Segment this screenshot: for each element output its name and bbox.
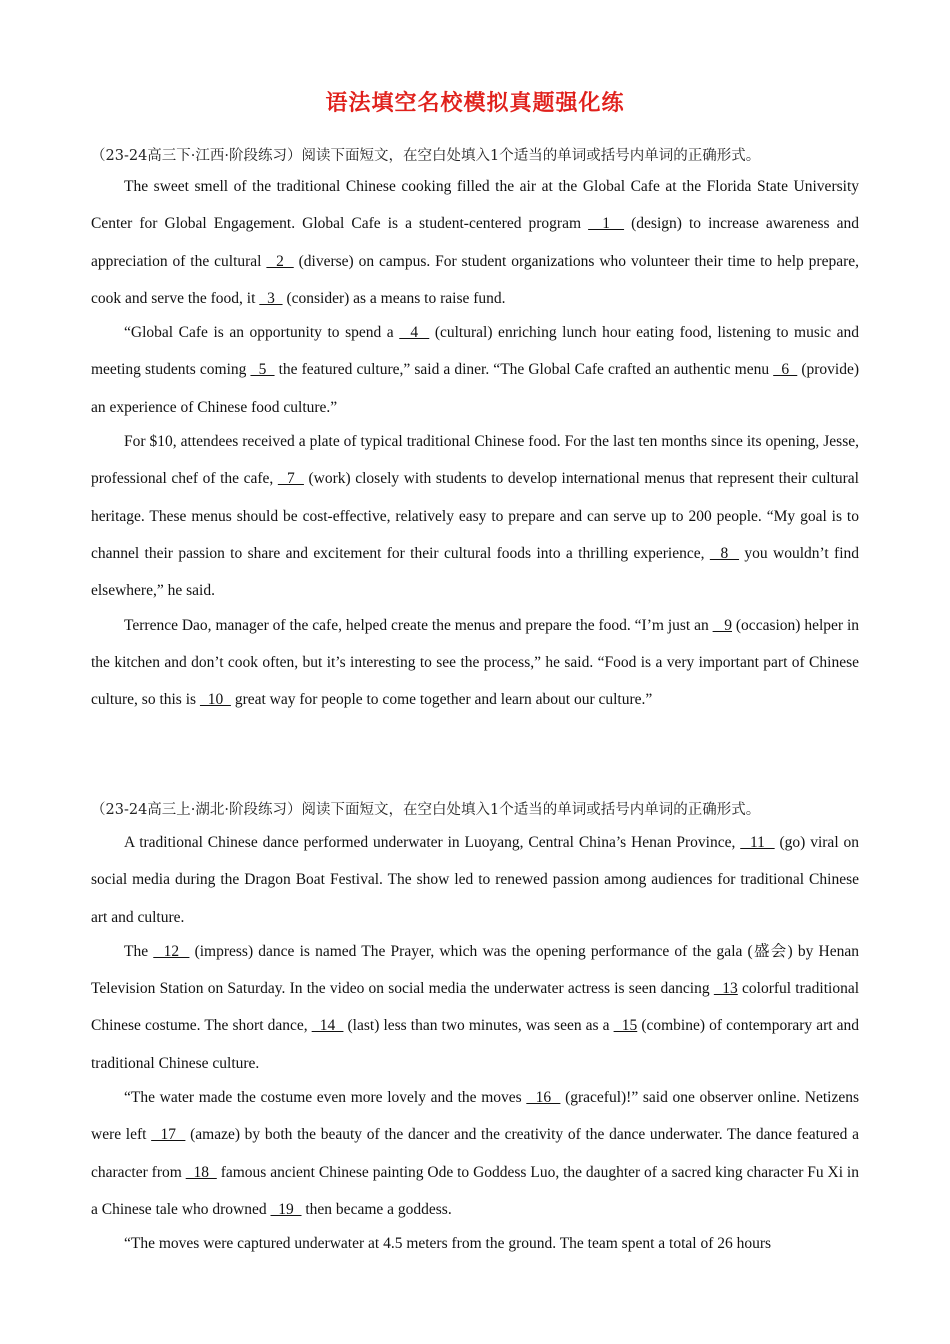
passage-paragraph	[91, 1225, 859, 1262]
passage-text: (consider) as a means to raise fund.	[282, 289, 506, 307]
passage-text: “Global Cafe is an opportunity to spend a	[124, 324, 400, 342]
passage-text: A traditional Chinese dance performed underwater in Luoyang, Central China’s Henan Province,	[124, 834, 741, 851]
passage-text: colorful traditional Chinese costume. The short dance,	[91, 980, 860, 1035]
section1-instruction: （23-24高三下·江西·阶段练习）阅读下面短文，在空白处填入1个适当的单词或括号内单词的正确形式。	[91, 148, 761, 164]
passage-text: (occasion) helper in the kitchen and don’t cook often, but it’s interesting to see the process,” he said. “Food is a very important part of Chinese culture, so this is	[91, 616, 859, 709]
passage-text: the featured culture,” said a diner. “The Global Cafe crafted an authentic menu	[274, 361, 774, 379]
passage-text: “The moves were captured underwater at 4.5 meters from the ground. The team spent a total of 26 hours	[124, 1235, 772, 1253]
passage-text: (work) closely with students to develop international menus that represent their cultural heritage. These menus should be cost-effective, relatively easy to prepare and can serve up to 200 people. “My goal is to channel their passion to share and excitement for their cultural foods into a thrilling experience,	[91, 470, 859, 562]
passage-paragraph	[91, 168, 859, 317]
passage-text: (design) to increase awareness and appreciation of the cultural	[91, 215, 860, 270]
passage-paragraph	[91, 607, 859, 719]
section2-instruction: （23-24高三上·湖北·阶段练习）阅读下面短文，在空白处填入1个适当的单词或括号内单词的正确形式。	[91, 802, 761, 818]
answer-blank: 10	[199, 691, 231, 709]
passage-paragraph	[91, 824, 859, 936]
answer-blank: 19	[270, 1200, 302, 1218]
passage-text: (go) viral on social media during the Dragon Boat Festival. The show led to renewed passion among audiences for traditional Chinese art and culture.	[91, 834, 859, 926]
passage-text: then became a goddess.	[301, 1200, 452, 1218]
passage-paragraph	[91, 1079, 859, 1228]
passage-text: (diverse) on campus. For student organizations who volunteer their time to help prepare, cook and serve the food, it	[91, 252, 860, 307]
passage-text: For $10, attendees received a plate of typical traditional Chinese food. For the last ten months since its opening, Jesse, professional chef of the cafe,	[91, 433, 859, 488]
passage-text: (last) less than two minutes, was seen as a	[343, 1017, 614, 1035]
passage-text: (cultural) enriching lunch hour eating food, listening to music and meeting students coming	[91, 324, 859, 379]
answer-blank: 17	[151, 1126, 186, 1144]
answer-blank: 13	[713, 980, 738, 998]
passage-paragraph	[91, 423, 859, 609]
passage-text: (combine) of contemporary art and traditional Chinese culture.	[91, 1017, 860, 1072]
passage-text: Terrence Dao, manager of the cafe, helped create the menus and prepare the food. “I’m just an	[124, 616, 713, 634]
passage-paragraph	[91, 933, 859, 1082]
answer-blank: 15	[613, 1017, 638, 1035]
answer-blank: 1	[588, 215, 625, 233]
answer-blank: 11	[740, 834, 775, 851]
passage-text: you wouldn’t find elsewhere,” he said.	[91, 544, 860, 600]
answer-blank: 18	[185, 1163, 217, 1181]
answer-blank: 9	[712, 616, 733, 634]
passage-text: great way for people to come together and learn about our culture.”	[230, 691, 653, 709]
answer-blank: 8	[709, 544, 740, 562]
passage-paragraph	[91, 314, 859, 426]
answer-blank: 2	[266, 252, 294, 270]
passage-text: (provide) an experience of Chinese food culture.”	[91, 361, 860, 416]
answer-blank: 14	[311, 1017, 344, 1035]
answer-blank: 3	[259, 289, 283, 307]
answer-blank: 5	[250, 361, 275, 379]
answer-blank: 4	[399, 324, 430, 342]
passage-text: famous ancient Chinese painting Ode to Goddess Luo, the daughter of a sacred king character Fu Xi in a Chinese tale who drowned	[91, 1163, 859, 1218]
passage-text: (impress) dance is named The Prayer, which was the opening performance of the gala (盛会) by Henan Television Station on Saturday. In the video on social media the underwater actress is seen dancing	[91, 942, 859, 998]
page-title: 语法填空名校模拟真题强化练	[325, 91, 625, 116]
section2-passage	[91, 824, 859, 1263]
passage-text: The	[124, 942, 154, 960]
section1-passage	[91, 168, 859, 718]
answer-blank: 6	[773, 361, 798, 379]
answer-blank: 16	[526, 1089, 561, 1107]
answer-blank: 7	[277, 470, 304, 488]
passage-text: “The water made the costume even more lovely and the moves	[124, 1089, 527, 1107]
answer-blank: 12	[153, 942, 190, 960]
passage-text: (graceful)!” said one observer online. Netizens were left	[91, 1089, 860, 1144]
passage-text: (amaze) by both the beauty of the dancer and the creativity of the dance underwater. The dance featured a character from	[91, 1126, 859, 1181]
passage-text: The sweet smell of the traditional Chinese cooking filled the air at the Global Cafe at the Florida State University Center for Global Engagement. Global Cafe is a student-centered program	[91, 178, 859, 233]
